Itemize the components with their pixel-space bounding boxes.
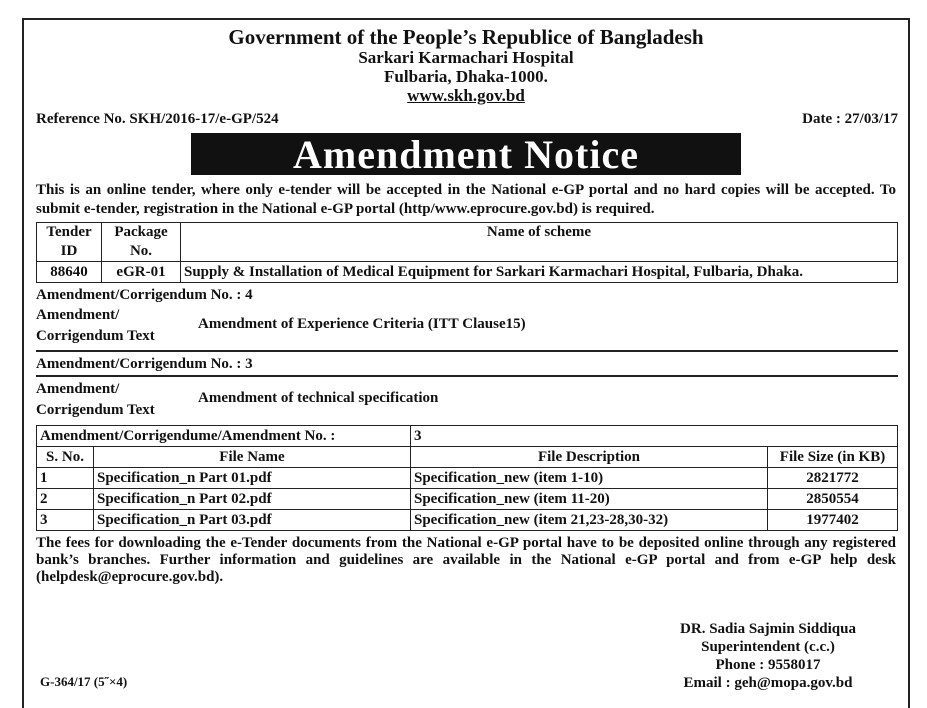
hospital-name: Sarkari Karmachari Hospital — [358, 48, 574, 67]
file-description-cell: Specification_new (item 21,23-28,30-32) — [411, 510, 768, 531]
signatory-phone: Phone : 9558017 — [715, 657, 821, 673]
signatory-title: Superintendent (c.c.) — [701, 639, 835, 655]
table-row — [37, 510, 898, 531]
header-file-description: File Description — [411, 447, 768, 468]
label-line-1: Amendment/ — [36, 307, 120, 323]
label-line-2: Corrigendum Text — [36, 402, 155, 418]
file-description-cell: Specification_new (item 1-10) — [411, 468, 768, 489]
notice-date: Date : 27/03/17 — [802, 111, 898, 127]
amendment-number-label: Amendment/Corrigendume/Amendment No. : — [37, 426, 411, 447]
header-file-size: File Size (in KB) — [768, 447, 898, 468]
table-row — [37, 489, 898, 510]
amendment-block-4 — [36, 285, 898, 352]
amendment-text-value: Amendment of Experience Criteria (ITT Clause15) — [198, 316, 526, 332]
amendment-number-line: Amendment/Corrigendum No. : 3 — [36, 356, 253, 372]
amendment-block-3 — [36, 354, 898, 421]
header-package-no: Package No. — [102, 223, 181, 262]
file-description-cell: Specification_new (item 11-20) — [411, 489, 768, 510]
header-serial: S. No. — [37, 447, 94, 468]
file-size-cell: 2821772 — [768, 468, 898, 489]
amendment-number-value: 3 — [411, 426, 898, 447]
table-header-row — [37, 447, 898, 468]
signatory-email[interactable]: Email : geh@mopa.gov.bd — [683, 675, 853, 691]
website-link[interactable]: www.skh.gov.bd — [407, 86, 525, 105]
serial-cell: 1 — [37, 468, 94, 489]
file-name-cell[interactable]: Specification_n Part 01.pdf — [94, 468, 411, 489]
header-scheme-name: Name of scheme — [181, 223, 898, 262]
file-size-cell: 1977402 — [768, 510, 898, 531]
table-header-row — [37, 223, 898, 262]
file-name-cell[interactable]: Specification_n Part 03.pdf — [94, 510, 411, 531]
label-line-2: Corrigendum Text — [36, 328, 155, 344]
government-title: Government of the People’s Republice of Bangladesh — [228, 25, 704, 49]
amendment-text-row — [36, 379, 898, 421]
fees-paragraph: The fees for downloading the e-Tender documents from the National e-GP portal have to be deposited online through any registered bank’s branches. Further information and guidelines are available in the National e-GP portal and from e-GP help desk (helpdesk@eprocure.gov.bd). — [36, 535, 896, 585]
hospital-address: Fulbaria, Dhaka-1000. — [384, 67, 548, 86]
divider — [36, 375, 898, 377]
header-tender-id: Tender ID — [37, 223, 102, 262]
scheme-name-cell: Supply & Installation of Medical Equipment for Sarkari Karmachari Hospital, Fulbaria, Dhaka. — [181, 262, 898, 283]
amendment-text-value: Amendment of technical specification — [198, 390, 439, 406]
signature-block — [648, 620, 888, 692]
table-row — [37, 468, 898, 489]
package-no-cell: eGR-01 — [102, 262, 181, 283]
amendment-text-label — [36, 379, 155, 421]
publication-code: G-364/17 (5˝×4) — [40, 674, 128, 689]
signatory-name: DR. Sadia Sajmin Siddiqua — [680, 621, 856, 637]
table-row — [37, 262, 898, 283]
intro-paragraph: This is an online tender, where only e-tender will be accepted in the National e-GP portal and no hard copies will be accepted. To submit e-tender, registration in the National e-GP portal (http/www.eprocure.gov.bd) is required. — [36, 182, 896, 217]
tender-table — [36, 222, 898, 283]
letterhead — [24, 26, 908, 105]
notice-title-banner: Amendment Notice — [191, 133, 741, 175]
header-file-name: File Name — [94, 447, 411, 468]
tender-id-cell: 88640 — [37, 262, 102, 283]
amendment-text-label — [36, 305, 155, 347]
reference-number: Reference No. SKH/2016-17/e-GP/524 — [36, 111, 279, 127]
files-table — [36, 425, 898, 531]
serial-cell: 3 — [37, 510, 94, 531]
file-name-cell[interactable]: Specification_n Part 02.pdf — [94, 489, 411, 510]
amendment-number-row — [37, 426, 898, 447]
amendment-text-row — [36, 305, 898, 347]
notice-page — [22, 18, 910, 708]
file-size-cell: 2850554 — [768, 489, 898, 510]
serial-cell: 2 — [37, 489, 94, 510]
divider — [36, 350, 898, 352]
reference-row — [24, 109, 908, 131]
label-line-1: Amendment/ — [36, 381, 120, 397]
amendment-number-line: Amendment/Corrigendum No. : 4 — [36, 287, 253, 303]
